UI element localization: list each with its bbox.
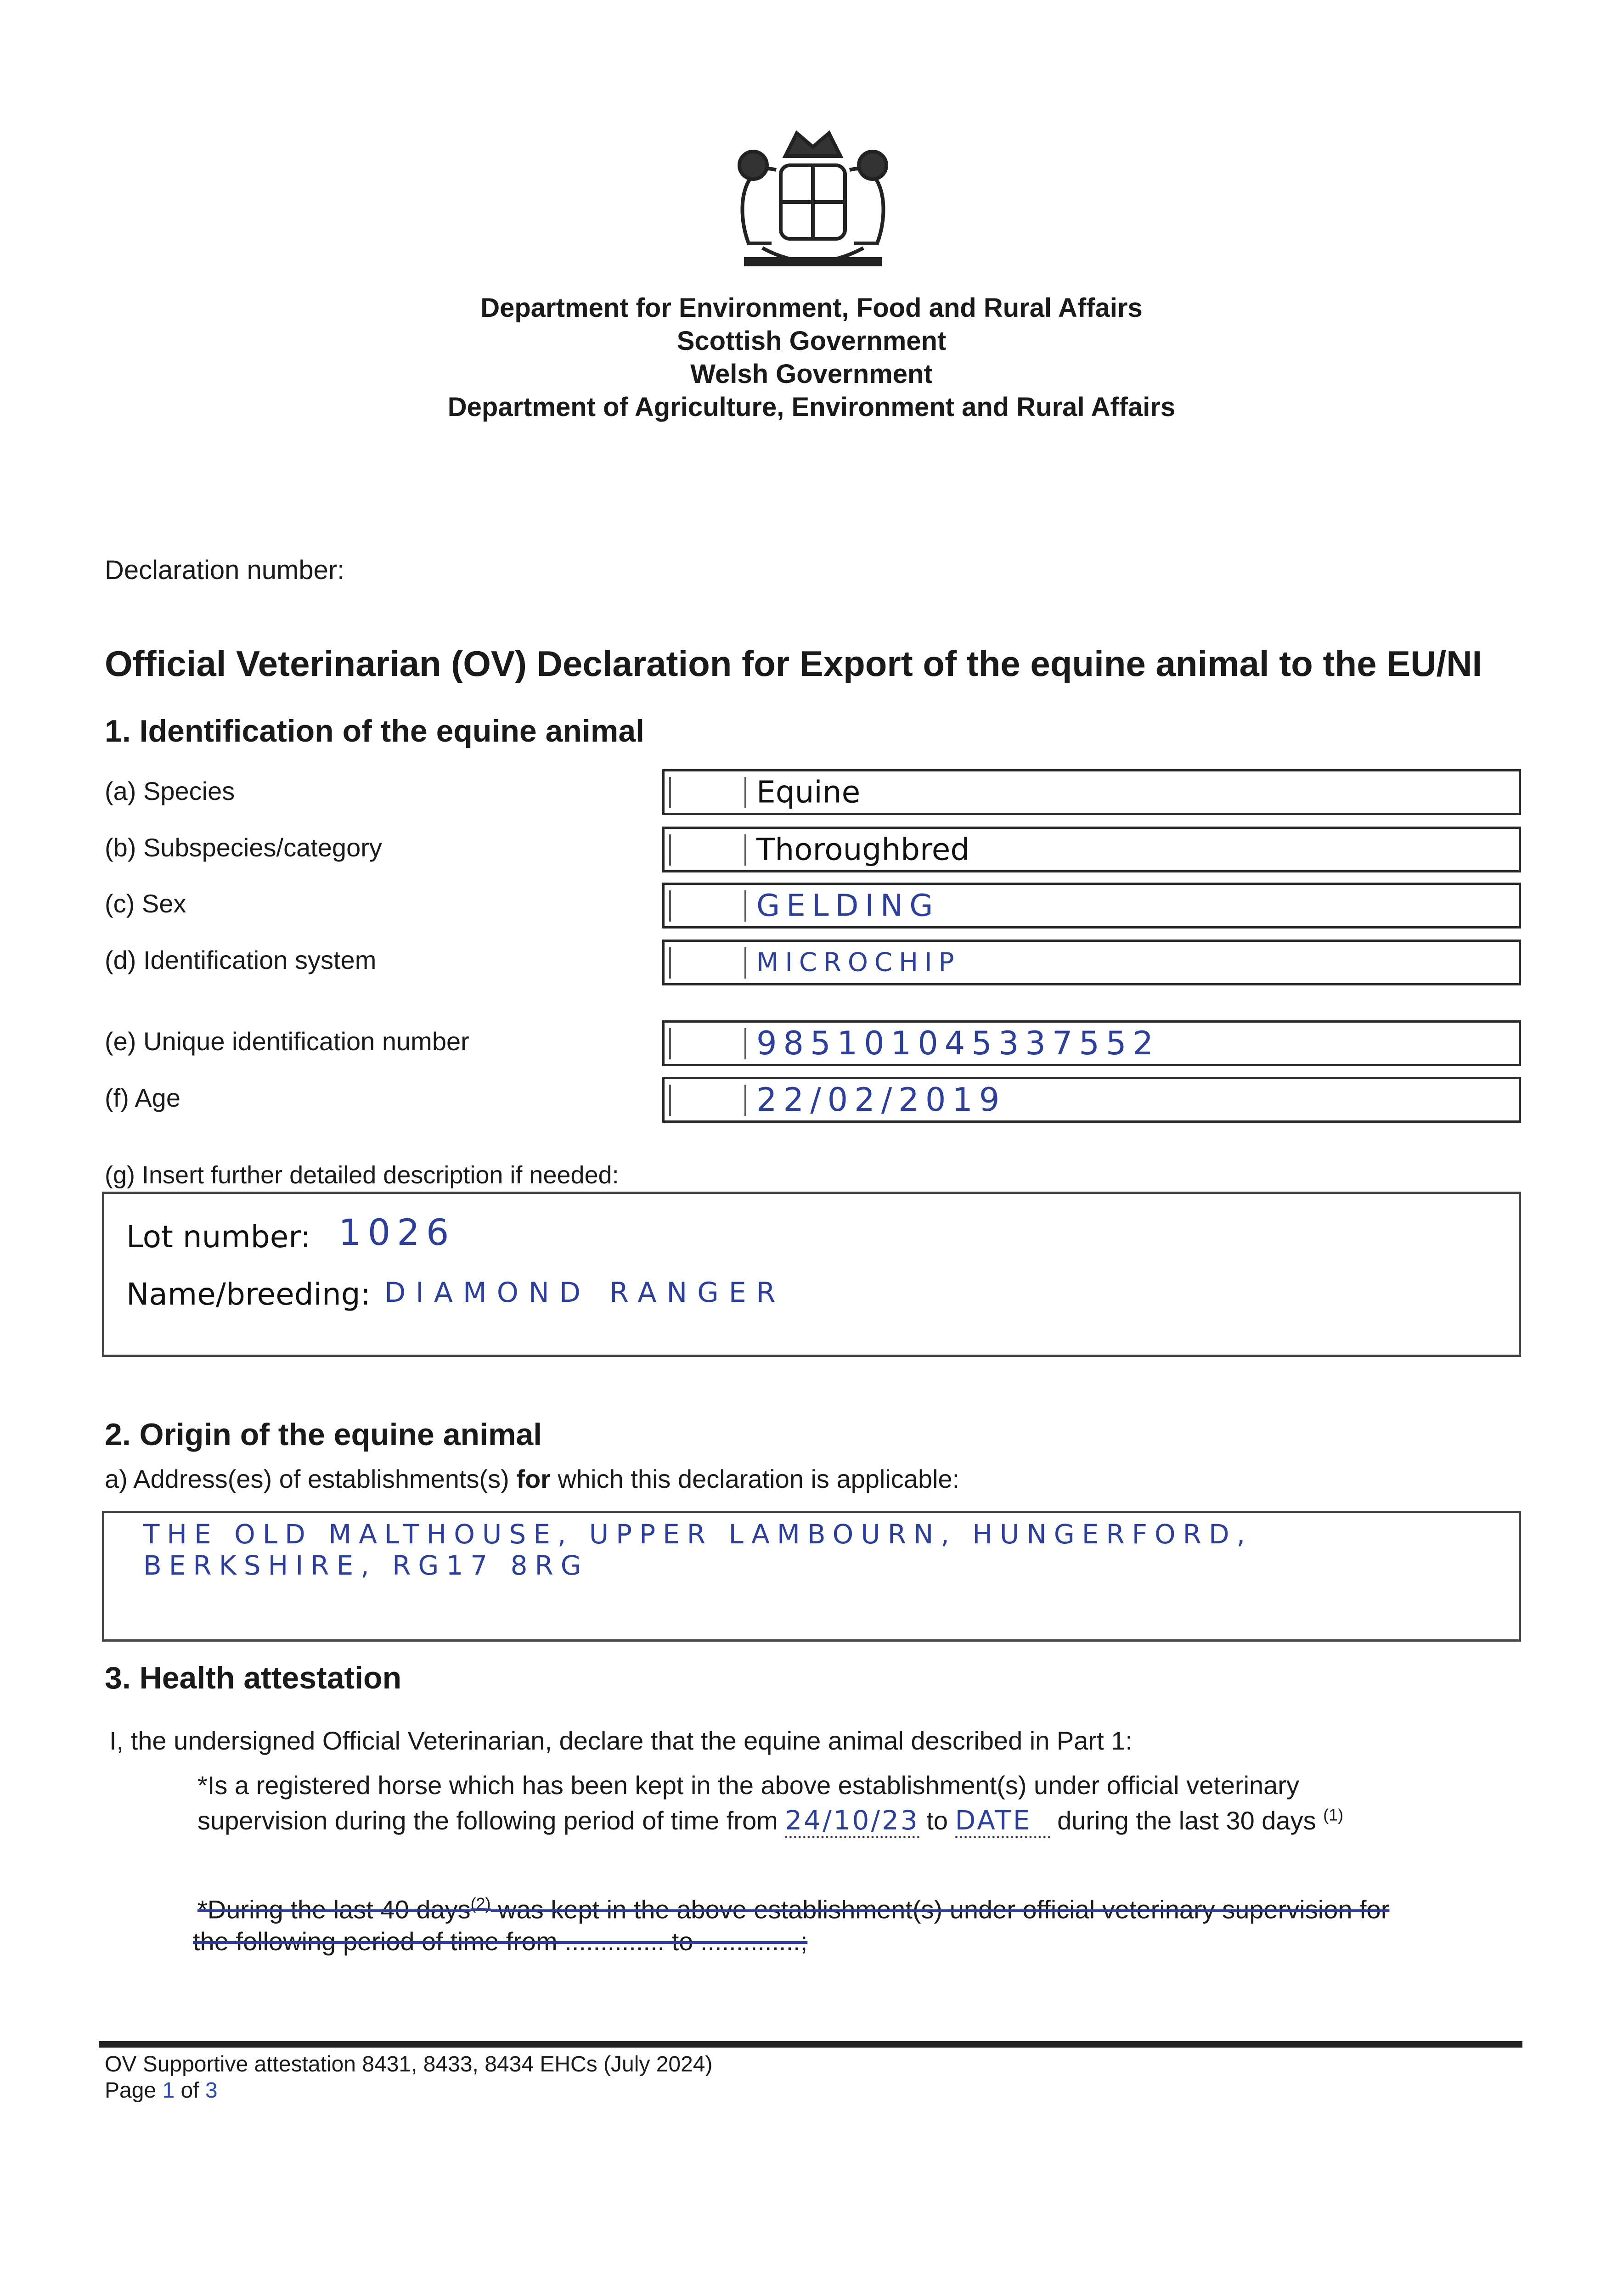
page-title: Official Veterinarian (OV) Declaration for Export of the equine animal to the EU/NI	[105, 643, 1482, 684]
page-number: Page 1 of 3	[105, 2078, 218, 2103]
attestation-intro: I, the undersigned Official Veterinarian, declare that the equine animal described in Part 1:	[109, 1726, 1133, 1755]
lot-number-label: Lot number:	[126, 1219, 311, 1255]
species-value: Equine	[756, 774, 861, 810]
further-description-box[interactable]	[102, 1192, 1521, 1357]
attestation-para1-line1: *Is a registered horse which has been kept in the above establishment(s) under official veterinary	[197, 1771, 1299, 1800]
declaration-number-label: Declaration number:	[105, 555, 345, 585]
identification-system-value: MICROCHIP	[756, 947, 961, 978]
address-line-1: THE OLD MALTHOUSE, UPPER LAMBOURN, HUNGERFORD,	[143, 1519, 1253, 1550]
section1-heading: 1. Identification of the equine animal	[105, 714, 645, 748]
unique-id-label: (e) Unique identification number	[105, 1027, 469, 1056]
attestation-para2-line2: the following period of time from .............. to ..............;	[193, 1927, 808, 1956]
age-field[interactable]	[662, 1077, 1521, 1123]
species-label: (a) Species	[105, 777, 235, 805]
address-line-2: BERKSHIRE, RG17 8RG	[143, 1550, 589, 1581]
name-breeding-label: Name/breeding:	[126, 1277, 371, 1312]
species-field[interactable]	[662, 769, 1521, 815]
identification-system-label: (d) Identification system	[105, 945, 377, 974]
age-value: 22/02/2019	[756, 1081, 1006, 1119]
unique-id-value: 985101045337552	[756, 1024, 1160, 1062]
address-label: a) Address(es) of establishments(s) for which this declaration is applicable:	[105, 1464, 960, 1493]
further-description-label: (g) Insert further detailed description if needed:	[105, 1161, 619, 1189]
sex-value: GELDING	[756, 888, 940, 923]
lot-number-value: 1026	[338, 1212, 456, 1254]
name-breeding-value: DIAMOND RANGER	[384, 1277, 786, 1309]
age-label: (f) Age	[105, 1083, 180, 1112]
section2-heading: 2. Origin of the equine animal	[105, 1417, 542, 1452]
footer-reference: OV Supportive attestation 8431, 8433, 8434 EHCs (July 2024)	[105, 2052, 713, 2077]
identification-system-field[interactable]	[662, 940, 1521, 985]
address-box[interactable]	[102, 1511, 1521, 1642]
department-defra: Department for Environment, Food and Rural Affairs	[480, 293, 1143, 323]
unique-id-field[interactable]	[662, 1020, 1521, 1066]
subspecies-label: (b) Subspecies/category	[105, 833, 382, 862]
royal-coat-of-arms	[716, 124, 909, 280]
attestation-para1-line2: supervision during the following period of time from 24/10/23 to DATE during the last 30 days $^{(1)}$	[197, 1805, 1343, 1838]
section3-heading: 3. Health attestation	[105, 1660, 402, 1695]
subspecies-value: Thoroughbred	[756, 832, 970, 867]
footer-divider	[99, 2041, 1522, 2048]
supervision-from-date[interactable]: 24/10/23	[785, 1805, 919, 1838]
department-welsh-government: Welsh Government	[690, 359, 933, 389]
attestation-para2-line1: *During the last 40 days$^{(2)}$ was kept in the above establishment(s) under official veterinary supervision for	[197, 1894, 1390, 1924]
department-daera: Department of Agriculture, Environment and Rural Affairs	[447, 392, 1176, 422]
sex-label: (c) Sex	[105, 889, 186, 918]
department-scottish-government: Scottish Government	[676, 326, 947, 356]
subspecies-field[interactable]	[662, 827, 1521, 872]
sex-field[interactable]	[662, 883, 1521, 929]
supervision-to-date[interactable]: DATE	[955, 1805, 1050, 1838]
